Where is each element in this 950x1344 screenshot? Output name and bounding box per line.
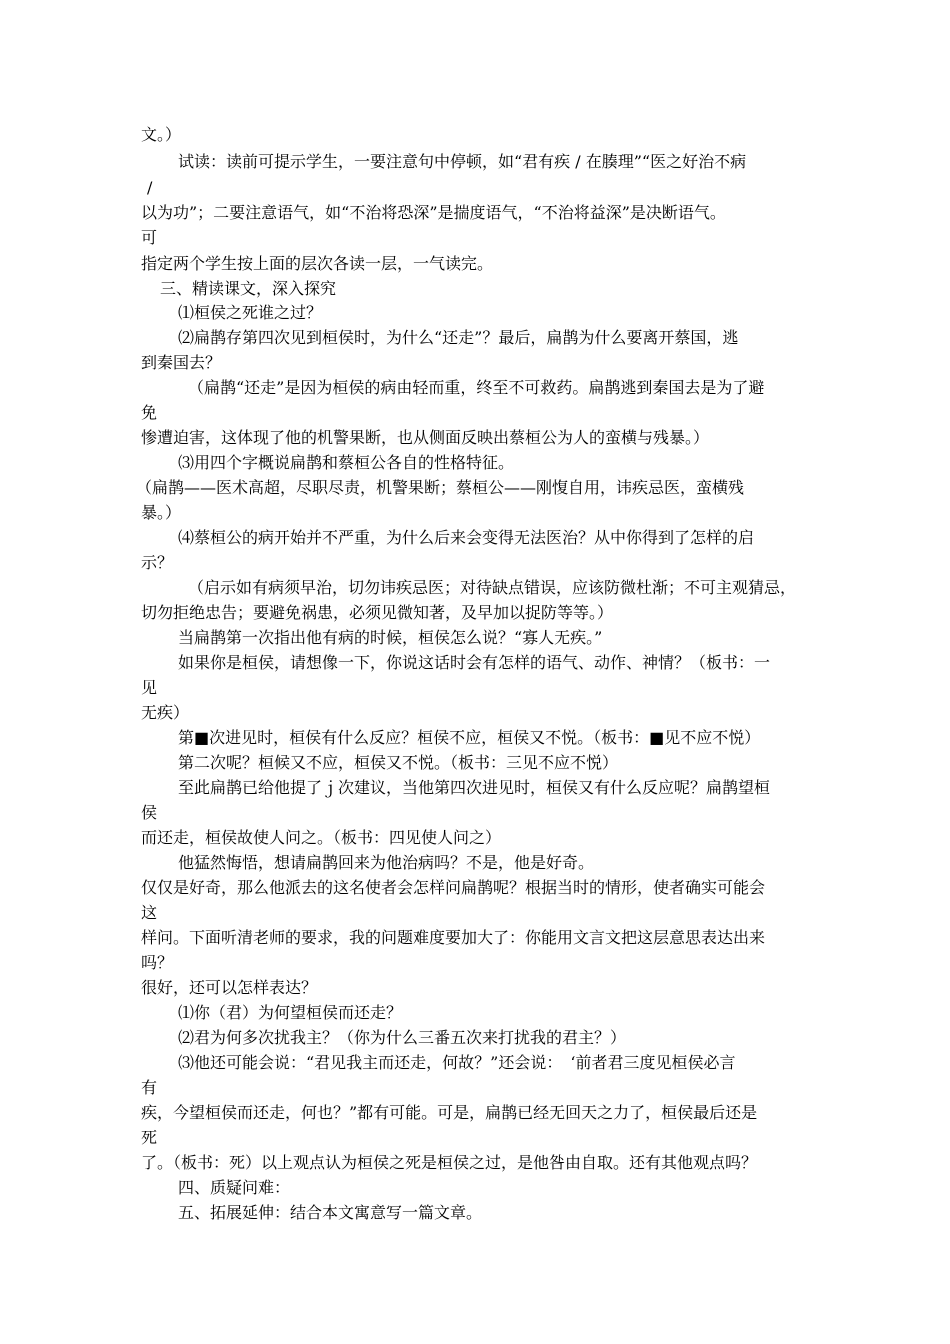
section-heading: 五、拓展延伸：结合本文寓意写一篇文章。 [178, 1203, 483, 1222]
text-line: / [147, 178, 153, 197]
text-line: 试读：读前可提示学生，一要注意句中停顿，如“君有疾 / 在腠理”“医之好治不病 [178, 152, 747, 171]
text-line: 见 [141, 678, 158, 697]
text-line: 有 [141, 1078, 158, 1097]
text-line: 可 [141, 228, 158, 247]
text-line: 第二次呢？桓候又不应，桓侯又不悦。（板书：三见不应不悦） [178, 753, 619, 772]
text-line: ⑴你（君）为何望桓侯而还走？ [178, 1003, 403, 1022]
text-line: 如果你是桓侯，请想像一下，你说这话时会有怎样的语气、动作、神情？（板书：一 [178, 653, 771, 672]
text-line: （扁鹊“还走”是因为桓侯的病由轻而重，终至不可救药。扁鹊逃到秦国去是为了避 [188, 378, 765, 397]
text-line: 示？ [141, 553, 174, 572]
text-line: 暴。） [141, 503, 182, 522]
text-line: 侯 [141, 803, 158, 822]
text-line: 仅仅是好奇，那么他派去的这名使者会怎样问扁鹊呢？根据当时的情形，使者确实可能会 [141, 878, 766, 897]
text-line: 疾，今望桓侯而还走，何也？”都有可能。可是，扁鹊已经无回天之力了，桓侯最后还是 [141, 1103, 758, 1122]
text-line: 切勿拒绝忠告；要避免祸患，必须见微知著，及早加以捉防等等。） [141, 603, 614, 622]
text-line: 了。（板书：死）以上观点认为桓侯之死是桓侯之过，是他咎由自取。还有其他观点吗？ [141, 1153, 758, 1172]
text-line: 很好，还可以怎样表达？ [141, 978, 318, 997]
section-heading: 四、质疑问难： [178, 1178, 291, 1197]
text-line: 无疾） [141, 703, 190, 722]
text-line: ⑶他还可能会说：“君见我主而还走，何故？”还会说： ‘前者君三度见桓侯必言 [178, 1053, 736, 1072]
text-line: 至此扁鹊已给他提了ｊ次建议，当他第四次进见时，桓侯又有什么反应呢？扁鹊望桓 [178, 778, 771, 797]
text-line: 以为功”；二要注意语气，如“不治将恐深”是揣度语气，“不治将益深”是决断语气。 [141, 203, 726, 222]
text-line: 文。） [141, 125, 182, 144]
text-line: ⑶用四个字概说扁鹊和蔡桓公各自的性格特征。 [178, 453, 515, 472]
text-line: 死 [141, 1128, 158, 1147]
text-line: 到秦国去？ [141, 353, 222, 372]
text-line: 免 [141, 403, 158, 422]
text-line: 吗？ [141, 953, 174, 972]
section-heading: 三、精读课文，深入探究 [160, 279, 337, 298]
text-line: ⑵君为何多次扰我主？（你为什么三番五次来打扰我的君主？） [178, 1028, 627, 1047]
text-line: 样问。下面听清老师的要求，我的问题难度要加大了：你能用文言文把这层意思表达出来 [141, 928, 766, 947]
text-line: 而还走，桓侯故使人问之。（板书：四见使人问之） [141, 828, 502, 847]
text-line: 他猛然悔悟，想请扁鹊回来为他治病吗？不是，他是好奇。 [178, 853, 595, 872]
text-line: ⑴桓侯之死谁之过？ [178, 303, 323, 322]
text-line: 当扁鹊第一次指出他有病的时候，桓侯怎么说？“寡人无疾。” [178, 628, 603, 647]
text-line: 指定两个学生按上面的层次各读一层，一气读完。 [141, 254, 494, 273]
text-line: （扁鹊——医术高超，尽职尽责，机警果断；蔡桓公——刚愎自用，讳疾忌医，蛮横残 [136, 478, 745, 497]
text-line: （启示如有病须早治，切勿讳疾忌医；对待缺点错误，应该防微杜渐；不可主观猜忌， [188, 578, 797, 597]
text-line: 惨遭迫害，这体现了他的机警果断，也从侧面反映出蔡桓公为人的蛮横与残暴。） [141, 428, 710, 447]
text-line: ⑷蔡桓公的病开始并不严重，为什么后来会变得无法医治？从中你得到了怎样的启 [178, 528, 755, 547]
text-line: 这 [141, 903, 158, 922]
text-line: 第■次进见时，桓侯有什么反应？桓侯不应，桓侯又不悦。（板书：■见不应不悦） [178, 728, 761, 747]
text-line: ⑵扁鹊存第四次见到桓侯时，为什么“还走”？最后，扁鹊为什么要离开蔡国，逃 [178, 328, 739, 347]
